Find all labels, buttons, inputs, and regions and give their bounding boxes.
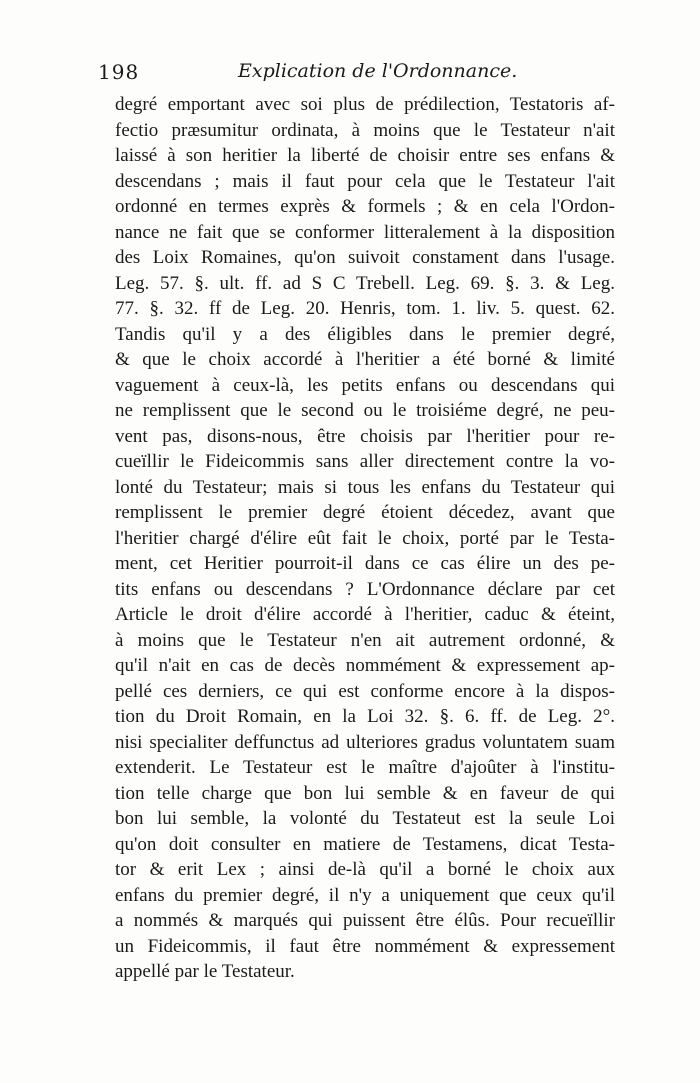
text-line: laissé à son heritier la liberté de choisir entre ses enfans & [115,145,615,166]
text-line: tits enfans ou descendans ? L'Ordonnance déclare par cet [115,578,615,600]
latin-quote-line: nisi specialiter deffunctus ad ulteriores gradus voluntatem suam [115,731,615,753]
text-line: l'heritier chargé d'élire eût fait le choix, porté par le Testa- [115,527,615,549]
text-line: ordonné en termes exprès & formels ; & en cela l'Ordon- [115,196,615,217]
running-head [98,60,618,90]
text-line: tion du Droit Romain, en la Loi 32. §. 6. ff. de Leg. 2°. [115,706,615,727]
text-line: qu'on doit consulter en matiere de Testamens, dicat Testa- [115,833,615,855]
text-line: enfans du premier degré, il n'y a uniquement que ceux qu'il [115,884,615,906]
body-text [115,92,615,985]
text-line: pellé ces derniers, ce qui est conforme encore à la dispos- [115,680,615,702]
text-line: à moins que le Testateur n'en ait autrement ordonné, & [115,629,615,651]
text-line: degré emportant avec soi plus de prédilection, Testatoris af- [115,94,615,115]
text-line: cueïllir le Fideicommis sans aller directement contre la vo- [115,451,615,472]
text-line: descendans ; mais il faut pour cela que le Testateur l'ait [115,170,615,192]
paragraph-start-line: Tandis qu'il y a des éligibles dans le premier degré, [115,323,615,345]
text-line: lonté du Testateur; mais si tous les enfans du Testateur qui [115,476,615,498]
text-line: a nommés & marqués qui puissent être élûs. Pour recueïllir [115,910,615,931]
citation-line: 77. §. 32. ff de Leg. 20. Henris, tom. 1. liv. 5. quest. 62. [115,298,615,319]
text-line: fectio præsumitur ordinata, à moins que le Testateur n'ait [115,119,615,141]
text-line: remplissent le premier degré étoient décedez, avant que [115,502,615,523]
citation-line: Leg. 57. §. ult. ff. ad S C Trebell. Leg. 69. §. 3. & Leg. [115,272,615,294]
text-line: tor & erit Lex ; ainsi de-là qu'il a borné le choix aux [115,859,615,880]
page-number: 198 [98,60,140,84]
text-line: qu'il n'ait en cas de decès nommément & expressement ap- [115,655,615,676]
text-line: un Fideicommis, il faut être nommément & expressement [115,935,615,957]
running-title: Explication de l'Ordonnance. [238,60,518,82]
text-line: vent pas, disons-nous, être choisis par l'heritier pour re- [115,425,615,447]
text-line: tion telle charge que bon lui semble & en faveur de qui [115,782,615,804]
text-line: appellé par le Testateur. [115,961,295,982]
text-line: des Loix Romaines, qu'on suivoit constament dans l'usage. [115,247,615,268]
text-line: ment, cet Heritier pourroit-il dans ce cas élire un des pe- [115,553,615,574]
text-line: extenderit. Le Testateur est le maître d'ajoûter à l'institu- [115,757,615,778]
text-line: vaguement à ceux-là, les petits enfans ou descendans qui [115,374,615,396]
text-line: ne remplissent que le second ou le troisiéme degré, ne peu- [115,400,615,421]
text-line: & que le choix accordé à l'heritier a été borné & limité [115,349,615,370]
text-line: Article le droit d'élire accordé à l'heritier, caduc & éteint, [115,604,615,625]
text-line: nance ne fait que se conformer litteralement à la disposition [115,221,615,243]
text-line: bon lui semble, la volonté du Testateut est la seule Loi [115,808,615,829]
